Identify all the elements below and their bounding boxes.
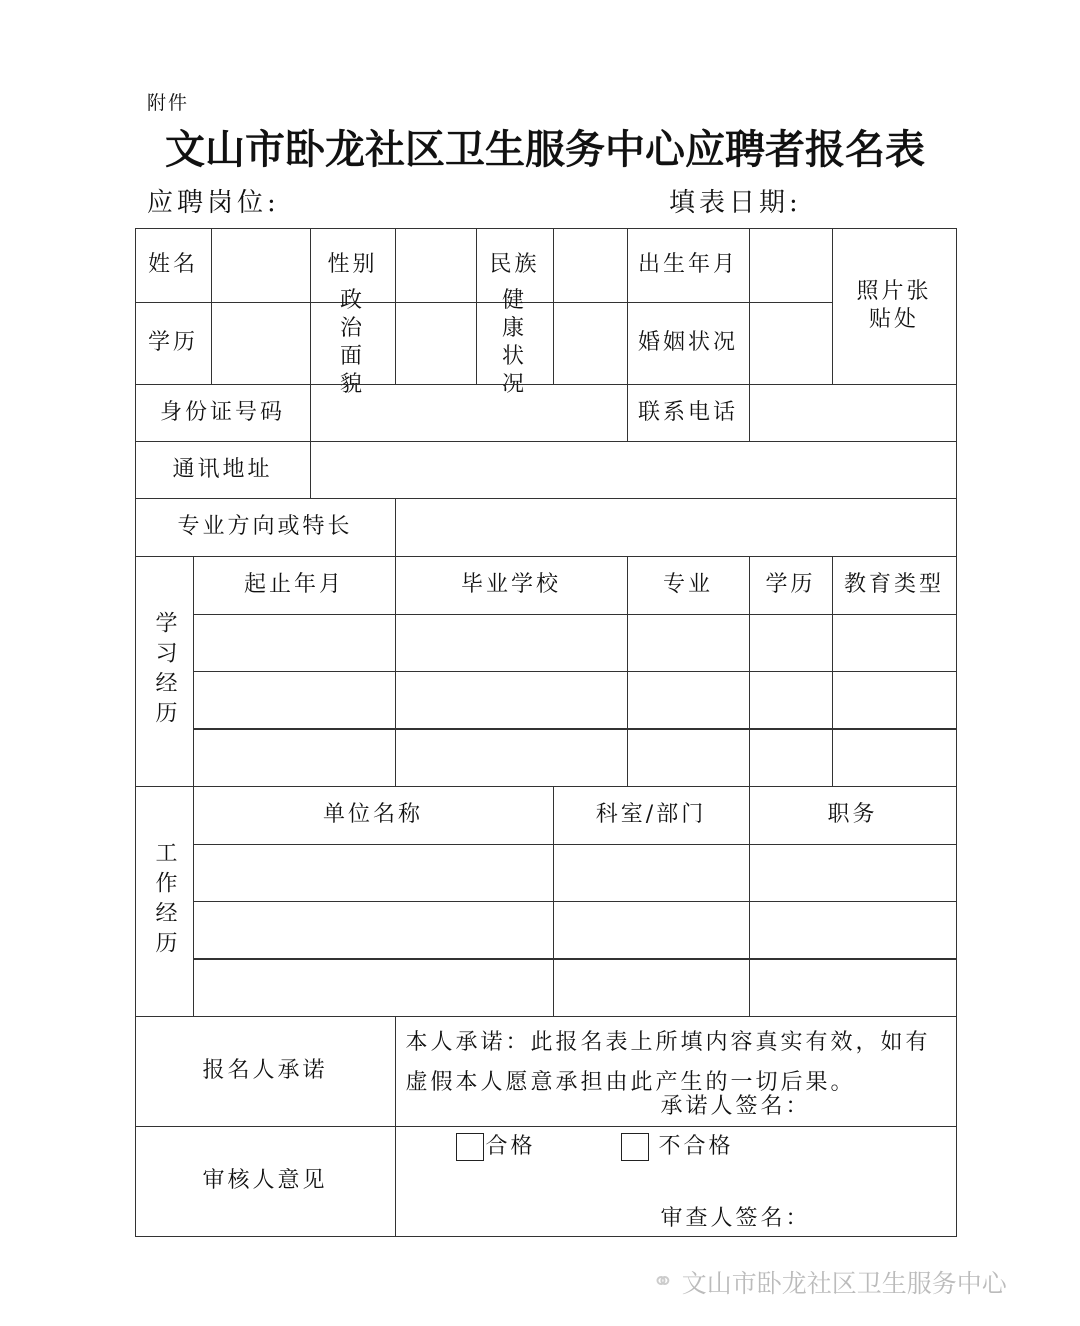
review-label: 审核人意见	[135, 1126, 396, 1237]
health-field[interactable]	[553, 302, 628, 385]
pass-option[interactable]	[456, 1133, 536, 1161]
work-cell[interactable]	[553, 959, 750, 1017]
work-cell[interactable]	[193, 901, 554, 959]
work-cell[interactable]	[193, 959, 554, 1017]
name-field[interactable]	[211, 228, 311, 303]
study-cell[interactable]	[395, 614, 628, 672]
study-cell[interactable]	[627, 614, 750, 672]
study-cell[interactable]	[832, 614, 957, 672]
wechat-icon: ⚭	[652, 1267, 674, 1297]
study-cell[interactable]	[395, 729, 628, 787]
work-cell[interactable]	[749, 959, 957, 1017]
address-label: 通讯地址	[135, 441, 311, 499]
id-number-label: 身份证号码	[135, 384, 311, 442]
id-number-field[interactable]	[310, 384, 628, 442]
study-cell[interactable]	[749, 729, 833, 787]
fail-checkbox[interactable]	[621, 1133, 649, 1161]
study-header-school: 毕业学校	[395, 556, 628, 615]
political-label: 政治面貌	[310, 302, 396, 385]
birth-field[interactable]	[749, 228, 833, 303]
study-header-type: 教育类型	[832, 556, 957, 615]
study-cell[interactable]	[749, 671, 833, 729]
watermark	[652, 1264, 1007, 1300]
pass-checkbox[interactable]	[456, 1133, 484, 1161]
work-cell[interactable]	[553, 844, 750, 902]
position-label: 应聘岗位:	[147, 188, 280, 218]
fail-label: 不合格	[658, 1133, 734, 1159]
pledge-signature-label: 承诺人签名：	[660, 1093, 811, 1119]
study-cell[interactable]	[193, 729, 396, 787]
study-cell[interactable]	[193, 671, 396, 729]
study-cell[interactable]	[749, 614, 833, 672]
pledge-text: 本人承诺：此报名表上所填内容真实有效，如有虚假本人愿意承担由此产生的一切后果。	[405, 1029, 931, 1095]
work-cell[interactable]	[749, 901, 957, 959]
pass-label: 合格	[485, 1133, 536, 1159]
work-history-label: 工作经历	[135, 786, 194, 1017]
study-cell[interactable]	[193, 614, 396, 672]
ethnicity-label: 民族	[476, 228, 554, 303]
review-cell	[395, 1126, 957, 1237]
birth-label: 出生年月	[627, 228, 750, 303]
work-cell[interactable]	[553, 901, 750, 959]
work-header-unit: 单位名称	[193, 786, 554, 845]
work-cell[interactable]	[193, 844, 554, 902]
marital-field[interactable]	[749, 302, 833, 385]
photo-area[interactable]: 照片张贴处	[832, 228, 957, 385]
phone-label: 联系电话	[627, 384, 750, 442]
gender-field[interactable]	[395, 228, 477, 303]
study-cell[interactable]	[832, 671, 957, 729]
date-label: 填表日期:	[669, 188, 802, 218]
review-signature-label: 审查人签名：	[660, 1205, 811, 1231]
study-header-degree: 学历	[749, 556, 833, 615]
study-cell[interactable]	[395, 671, 628, 729]
work-cell[interactable]	[749, 844, 957, 902]
pledge-cell	[395, 1016, 957, 1127]
name-label: 姓名	[135, 228, 212, 303]
watermark-text: 文山市卧龙社区卫生服务中心	[681, 1269, 1007, 1298]
specialty-field[interactable]	[395, 498, 957, 557]
attachment-label: 附件	[147, 92, 190, 114]
work-header-department: 科室/部门	[553, 786, 750, 845]
phone-field[interactable]	[749, 384, 957, 442]
study-header-period: 起止年月	[193, 556, 396, 615]
address-field[interactable]	[310, 441, 957, 499]
education-label: 学历	[135, 302, 212, 385]
page-title: 文山市卧龙社区卫生服务中心应聘者报名表	[165, 126, 925, 173]
ethnicity-field[interactable]	[553, 228, 628, 303]
study-cell[interactable]	[627, 729, 750, 787]
gender-label: 性别	[310, 228, 396, 303]
study-cell[interactable]	[832, 729, 957, 787]
education-field[interactable]	[211, 302, 311, 385]
political-field[interactable]	[395, 302, 477, 385]
health-label: 健康状况	[476, 302, 554, 385]
study-cell[interactable]	[627, 671, 750, 729]
pledge-label: 报名人承诺	[135, 1016, 396, 1127]
work-header-title: 职务	[749, 786, 957, 845]
fail-option[interactable]	[621, 1133, 734, 1161]
study-header-major: 专业	[627, 556, 750, 615]
marital-label: 婚姻状况	[627, 302, 750, 385]
study-history-label: 学习经历	[135, 556, 194, 787]
specialty-label: 专业方向或特长	[135, 498, 396, 557]
